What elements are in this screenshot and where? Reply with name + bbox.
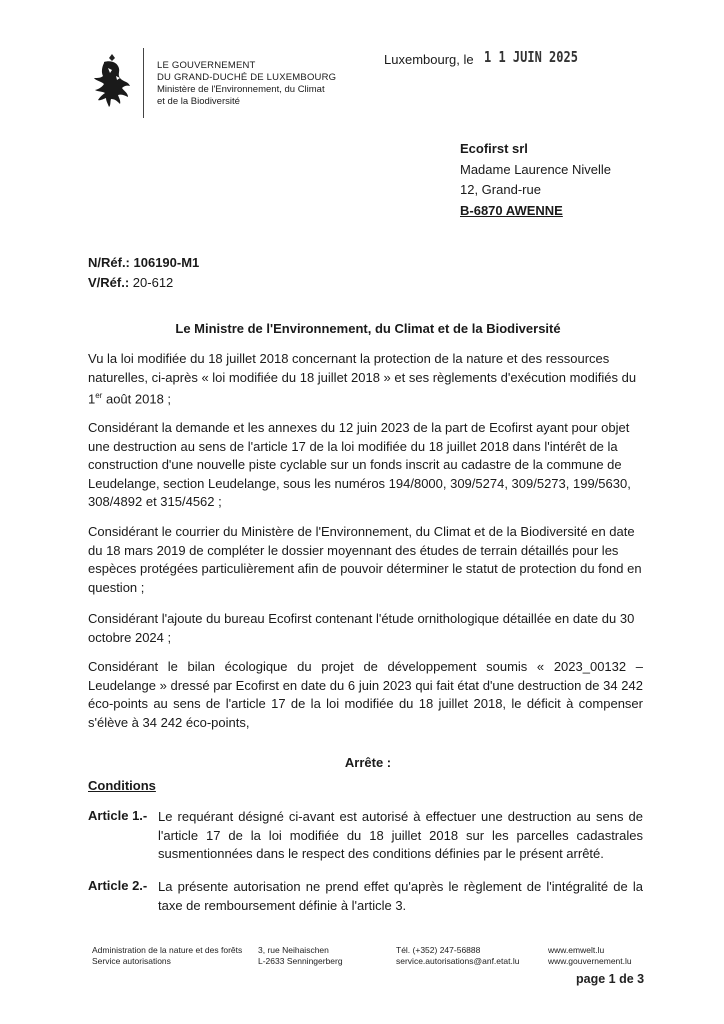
our-ref-label: N/Réf.: (88, 255, 130, 270)
conditions-heading: Conditions (88, 778, 156, 793)
place-label: Luxembourg, le (384, 52, 474, 67)
footer-administration (92, 945, 242, 967)
article-1-label: Article 1.- (88, 808, 148, 823)
article-2-text: La présente autorisation ne prend effet qu'après le règlement de l'intégralité de la taxe de remboursement définie à l'article 3. (158, 879, 643, 913)
footer-address-line-2: L-2633 Senningerberg (258, 956, 343, 966)
consideration-3: Considérant le courrier du Ministère de l'Environnement, du Climat et de la Biodiversité en date du 18 mars 2019 de compléter le dossier moyennant des études de terrain détaillés pour les espèces protégées particulièrement afin de pouvoir déterminer le statut de protection du fond en question ; (88, 524, 642, 595)
recipient-city: B-6870 AWENNE (460, 202, 563, 218)
gov-line-2: DU GRAND-DUCHÉ DE LUXEMBOURG (157, 72, 337, 83)
references (88, 253, 199, 293)
consideration-1-sup: er (95, 391, 103, 400)
consideration-1-text: Vu la loi modifiée du 18 juillet 2018 concernant la protection de la nature et des ressources naturelles, ci-après « loi modifiée du 18 juillet 2018 » et ses règlements d'exécution modifiés du 1 (88, 351, 637, 407)
your-ref-value: 20-612 (132, 275, 174, 290)
footer-admin-line-2: Service autorisations (92, 956, 171, 966)
footer-contact (396, 945, 519, 967)
footer-address-line-1: 3, rue Neihaischen (258, 945, 329, 955)
consideration-4: Considérant l'ajoute du bureau Ecofirst contenant l'étude ornithologique détaillée en date du 30 octobre 2024 ; (88, 611, 635, 645)
footer-address (258, 945, 343, 967)
header-divider (143, 48, 144, 118)
recipient-street: 12, Grand-rue (460, 182, 541, 197)
footer-website-2[interactable]: www.gouvernement.lu (548, 956, 632, 966)
gov-line-4: et de la Biodiversité (157, 96, 240, 107)
footer-website-1[interactable]: www.emwelt.lu (548, 945, 605, 955)
consideration-1-end: août 2018 ; (102, 391, 172, 407)
page-number: page 1 de 3 (576, 972, 645, 986)
recipient-contact: Madame Laurence Nivelle (460, 161, 612, 177)
luxembourg-coat-of-arms-logo (90, 52, 134, 108)
government-header (157, 60, 336, 108)
recipient-company: Ecofirst srl (460, 141, 528, 156)
footer-phone: Tél. (+352) 247-56888 (396, 945, 481, 955)
article-2-label: Article 2.- (88, 878, 148, 893)
your-ref-label: V/Réf.: (88, 275, 130, 290)
consideration-1 (88, 350, 643, 409)
recipient-address (460, 139, 611, 221)
arrete-heading: Arrête : (344, 755, 392, 770)
footer-email[interactable]: service.autorisations@anf.etat.lu (396, 956, 520, 966)
our-ref-value: 106190-M1 (133, 255, 200, 270)
gov-line-1: LE GOUVERNEMENT (157, 60, 256, 71)
document-title: Le Ministre de l'Environnement, du Climat et de la Biodiversité (175, 321, 561, 336)
gov-line-3: Ministère de l'Environnement, du Climat (157, 84, 325, 95)
article-1-text: Le requérant désigné ci-avant est autorisé à effectuer une destruction au sens de l'article 17 de la loi modifiée du 18 juillet 2018 sur les parcelles cadastrales susmentionnées dans le respect des conditions définies par le présent arrêté. (158, 809, 643, 861)
footer-websites (548, 945, 632, 967)
consideration-2: Considérant la demande et les annexes du 12 juin 2023 de la part de Ecofirst ayant pour objet une destruction au sens de l'article 17 de la loi modifiée du 18 juillet 2018 dans l'intérêt de la construction d'une nouvelle piste cyclable sur un fonds inscrit au cadastre de la commune de Leudelange, section Leudelange, sous les numéros 194/8000, 309/5274, 309/5273, 199/5630, 308/4892 et 315/4562 ; (88, 420, 631, 509)
date-stamp: 1 1 JUIN 2025 (484, 48, 578, 66)
footer-admin-line-1: Administration de la nature et des forêts (92, 945, 243, 955)
consideration-5: Considérant le bilan écologique du projet de développement soumis « 2023_00132 – Leudelange » dressé par Ecofirst en date du 6 juin 2023 qui fait état d'une destruction de 34 242 éco-points au sens de l'article 17 de la loi modifiée du 18 juillet 2018, le déficit à compenser s'élève à 34 242 éco-points, (88, 659, 643, 730)
